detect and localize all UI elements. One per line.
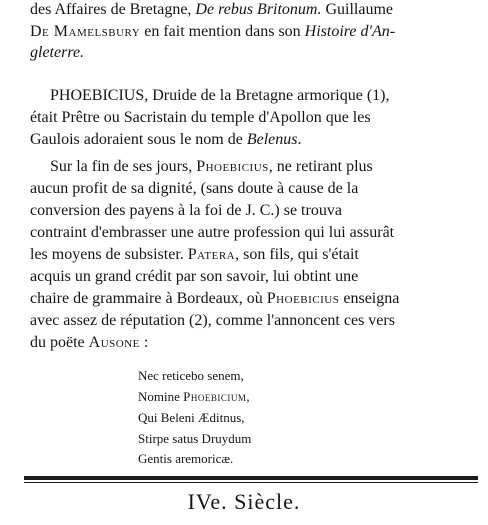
person-name: Patera	[187, 246, 236, 263]
text-line	[30, 179, 358, 199]
verse-line	[138, 388, 250, 405]
italic-name: Belenus	[246, 131, 298, 148]
section-divider-thick	[24, 476, 478, 480]
text-span: des Affaires de Bretagne,	[30, 1, 196, 18]
text-span: en fait mention dans son	[140, 23, 305, 40]
verse-line	[138, 450, 233, 467]
verse-line	[138, 409, 245, 426]
text-span: avec assez de réputation (2), comme l'annoncent ces vers	[30, 312, 395, 329]
text-line	[30, 289, 399, 309]
text-span: enseigna	[339, 290, 400, 307]
text-line	[50, 157, 373, 177]
text-span: aucun profit de sa dignité, (sans doute à cause de la	[30, 180, 359, 197]
person-name: Phoebicius	[196, 158, 269, 175]
person-name: Phoebicius	[266, 290, 340, 307]
text-span: :	[139, 334, 149, 351]
text-line	[30, 43, 84, 63]
verse-line	[138, 430, 251, 447]
text-span: Sur la fin de ses jours,	[50, 158, 197, 175]
text-line	[30, 0, 393, 20]
text-span: Nomine	[138, 389, 184, 404]
text-span: les moyens de subsister.	[30, 246, 188, 263]
text-span: Stirpe satus Druydum	[138, 431, 252, 446]
text-line	[50, 86, 389, 106]
text-span: Qui Beleni Æditnus,	[138, 410, 245, 425]
text-span: Guillaume	[321, 1, 394, 18]
text-span: du poëte	[30, 334, 89, 351]
italic-title: De rebus Britonum.	[195, 1, 322, 18]
text-line	[30, 311, 395, 331]
text-line	[30, 22, 395, 42]
person-name: PHOEBICIUS	[50, 87, 145, 104]
text-span: , Druide de la Bretagne armorique (1),	[144, 87, 390, 104]
text-span: ,	[246, 389, 250, 404]
text-span: Gaulois adoraient sous le nom de	[30, 131, 247, 148]
verse-line	[138, 367, 244, 384]
text-span: chaire de grammaire à Bordeaux, où	[30, 290, 267, 307]
text-line	[30, 108, 371, 128]
person-name: Phoebicium	[183, 389, 247, 404]
section-divider-thin	[24, 482, 478, 483]
text-line	[30, 245, 359, 265]
text-line	[30, 130, 302, 150]
person-name: Ausone	[88, 334, 140, 351]
text-line	[30, 267, 358, 287]
text-span: .	[297, 131, 302, 148]
author-name: De Mamelsbury	[30, 23, 141, 40]
text-span: , ne retirant plus	[268, 158, 373, 175]
italic-title: Histoire d'An-	[304, 23, 396, 40]
section-heading: IVe. Siècle.	[187, 489, 301, 514]
text-line	[30, 223, 394, 243]
text-span: contraint d'embrasser une autre profession qui lui assurât	[30, 224, 395, 241]
text-span: était Prêtre ou Sacristain du temple d'Apollon que les	[30, 109, 371, 126]
text-span: conversion des payens à la foi de J. C.) se trouva	[30, 202, 342, 219]
text-line	[30, 333, 148, 353]
italic-title: gleterre.	[30, 44, 85, 61]
text-span: , son fils, qui s'était	[235, 246, 359, 263]
text-span: acquis un grand crédit par son savoir, lui obtint une	[30, 268, 359, 285]
text-span: Gentis aremoricæ.	[138, 451, 234, 466]
text-line	[30, 201, 342, 221]
text-span: Nec reticebo senem,	[138, 368, 244, 383]
